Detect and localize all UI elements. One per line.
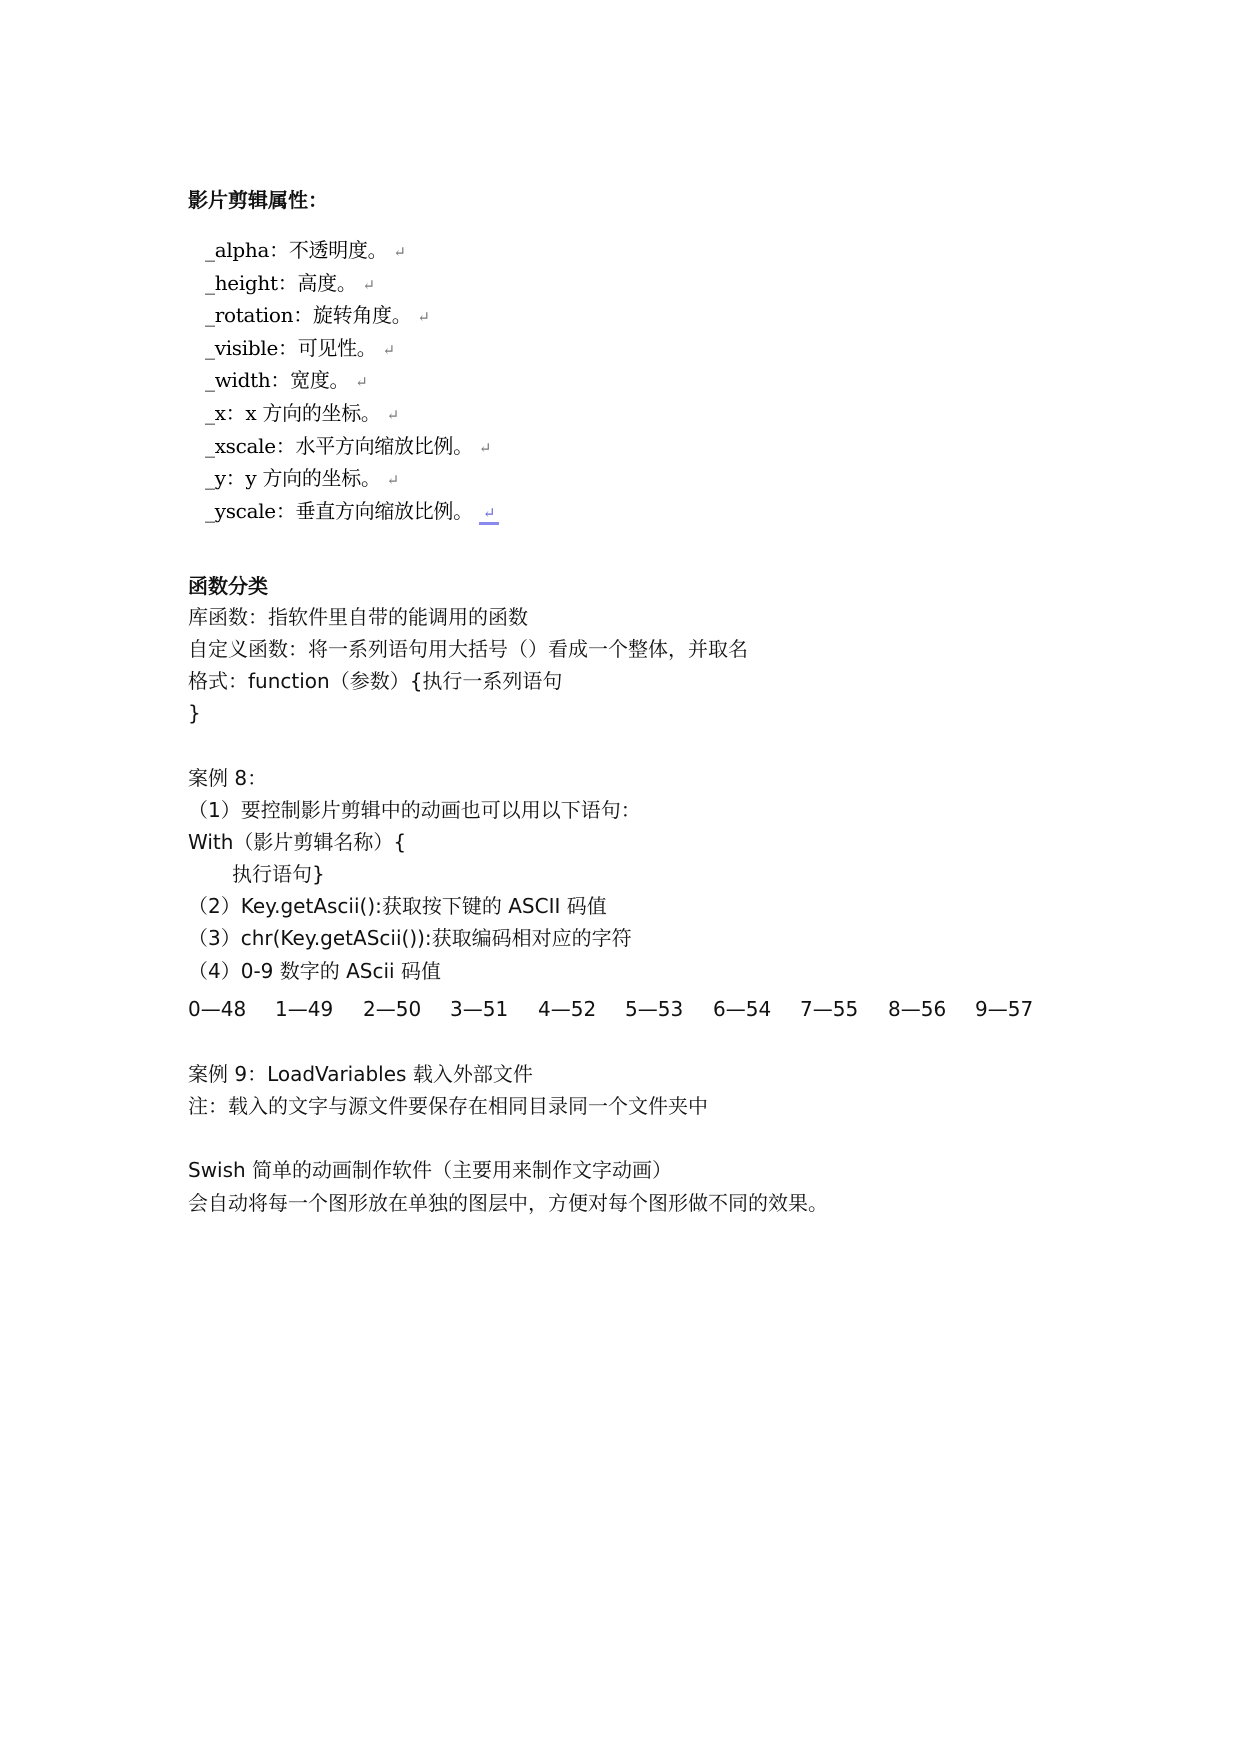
paragraph-mark-icon: ↵ <box>479 504 500 525</box>
ascii-code-item: 3—51 <box>450 997 509 1021</box>
case9-title: 案例 9：LoadVariables 载入外部文件 <box>188 1062 533 1086</box>
case8-title: 案例 8： <box>188 766 268 790</box>
case8-line: 执行语句} <box>232 862 325 886</box>
functions-heading: 函数分类 <box>188 574 268 598</box>
paragraph-mark-icon: ↵ <box>386 471 400 490</box>
property-text: _xscale：水平方向缩放比例。 <box>205 433 473 458</box>
movieclip-properties-heading: 影片剪辑属性： <box>188 188 328 212</box>
case9-note: 注：载入的文字与源文件要保存在相同目录同一个文件夹中 <box>188 1094 708 1118</box>
case8-line: （3）chr(Key.getAScii()):获取编码相对应的字符 <box>188 926 632 950</box>
case8-line: （4）0-9 数字的 AScii 码值 <box>188 959 441 983</box>
ascii-code-item: 6—54 <box>713 997 772 1021</box>
paragraph-mark-icon: ↵ <box>417 308 430 327</box>
ascii-code-item: 9—57 <box>975 997 1034 1021</box>
movieclip-properties-list <box>205 234 499 527</box>
ascii-code-item: 4—52 <box>538 997 597 1021</box>
swish-line: Swish 简单的动画制作软件（主要用来制作文字动画） <box>188 1158 673 1182</box>
paragraph-mark-icon: ↵ <box>393 243 406 261</box>
case8-line: （1）要控制影片剪辑中的动画也可以用以下语句： <box>188 798 641 822</box>
paragraph-mark-icon: ↵ <box>382 340 396 359</box>
property-text: _height：高度。 <box>205 270 357 295</box>
paragraph-mark-icon: ↵ <box>386 405 400 424</box>
paragraph-mark-icon: ↵ <box>355 373 368 392</box>
functions-line: } <box>188 701 201 725</box>
functions-line: 自定义函数：将一系列语句用大括号（）看成一个整体，并取名 <box>188 637 748 661</box>
property-item <box>205 364 499 397</box>
property-text: _width：宽度。 <box>205 368 350 393</box>
paragraph-mark-icon: ↵ <box>478 438 492 457</box>
ascii-code-item: 0—48 <box>188 997 247 1021</box>
property-item <box>205 462 499 495</box>
ascii-code-item: 8—56 <box>888 997 947 1021</box>
property-item <box>205 299 499 332</box>
ascii-code-item: 2—50 <box>363 997 422 1021</box>
paragraph-mark-icon: ↵ <box>362 275 376 294</box>
ascii-code-item: 5—53 <box>625 997 684 1021</box>
property-item <box>205 332 499 365</box>
swish-line: 会自动将每一个图形放在单独的图层中，方便对每个图形做不同的效果。 <box>188 1191 828 1215</box>
ascii-code-item: 7—55 <box>800 997 859 1021</box>
property-text: _x：x 方向的坐标。 <box>205 400 381 425</box>
ascii-code-item: 1—49 <box>275 997 334 1021</box>
property-text: _alpha：不透明度。 <box>205 238 388 262</box>
case8-line: （2）Key.getAscii():获取按下键的 ASCII 码值 <box>188 894 607 918</box>
property-item <box>205 430 499 463</box>
case8-line: With（影片剪辑名称）{ <box>188 830 407 854</box>
property-text: _yscale：垂直方向缩放比例。 <box>205 498 473 523</box>
property-item <box>205 234 499 267</box>
property-text: _rotation：旋转角度。 <box>205 303 412 328</box>
property-item <box>205 267 499 300</box>
property-text: _visible：可见性。 <box>205 335 377 360</box>
functions-line: 格式：function（参数）{执行一系列语句 <box>188 669 563 693</box>
property-text: _y：y 方向的坐标。 <box>205 466 381 491</box>
property-item <box>205 397 499 430</box>
functions-line: 库函数：指软件里自带的能调用的函数 <box>188 605 528 629</box>
property-item <box>205 495 499 528</box>
